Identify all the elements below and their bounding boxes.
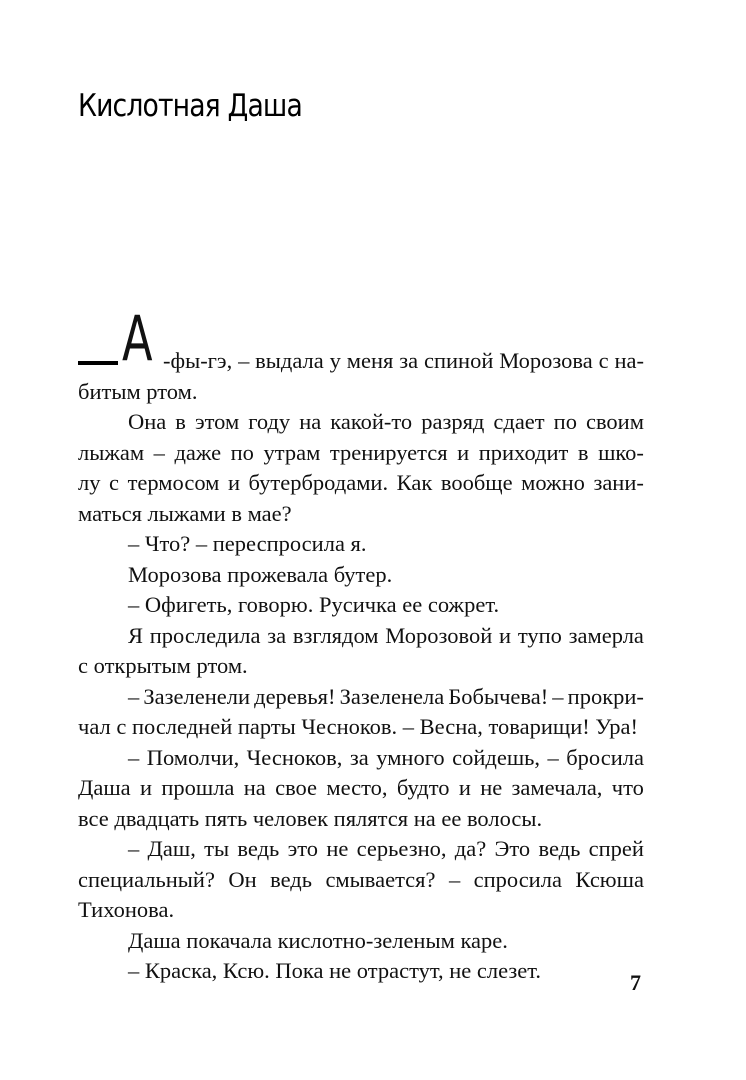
- word: спрей: [588, 836, 644, 861]
- word: –: [128, 683, 140, 709]
- word: будто: [396, 775, 450, 800]
- line-text: все двадцать пять человек пялятся на ее волосы.: [78, 805, 543, 831]
- word: ведь: [538, 836, 581, 861]
- line-text: Даша покачала кислотно-зеленым каре.: [128, 927, 508, 953]
- text-line: [78, 956, 644, 987]
- word: Помолчи,: [146, 744, 240, 770]
- word: деревья!: [254, 683, 336, 709]
- word: за: [349, 744, 369, 770]
- word: замерла: [568, 622, 644, 648]
- word: своим: [585, 409, 644, 434]
- line-text: с открытым ртом.: [78, 653, 248, 678]
- word: Морозовой: [385, 622, 493, 648]
- line-text: – Офигеть, говорю. Русичка ее сожрет.: [128, 592, 500, 617]
- word: это: [287, 836, 319, 861]
- drop-cap-letter: А: [122, 302, 153, 375]
- word: –: [238, 348, 250, 373]
- word: на: [299, 409, 322, 434]
- word: на: [243, 775, 266, 800]
- line-text: – Краска, Ксю. Пока не отрастут, не слезет.: [128, 958, 542, 983]
- word: по: [230, 439, 254, 465]
- word: тренируется: [329, 439, 448, 465]
- word: Ксюша: [575, 866, 644, 892]
- word: спросила: [473, 866, 562, 892]
- dropcap-dash: [78, 361, 118, 365]
- word: прошла: [161, 775, 235, 800]
- word: за: [399, 348, 419, 373]
- word: что: [611, 775, 644, 800]
- text-line: [78, 865, 644, 896]
- word: и: [457, 439, 470, 465]
- text-line: [78, 377, 644, 408]
- word: Даша: [78, 775, 131, 800]
- text-line: [78, 804, 644, 835]
- word: лыжам: [78, 439, 145, 465]
- word: и: [139, 775, 153, 800]
- word: ты: [204, 836, 230, 861]
- text-line: [78, 895, 644, 926]
- line-text: маться лыжами в мае?: [78, 500, 292, 526]
- word: не: [480, 775, 503, 800]
- text-line: [78, 743, 644, 774]
- word: Он: [228, 866, 257, 892]
- word: лу: [78, 470, 101, 495]
- word: Чесноков,: [246, 744, 343, 770]
- word: и: [499, 622, 512, 648]
- word: Даш,: [147, 836, 196, 861]
- line-text: чал с последней парты Чесноков. – Весна, товарищи! Ура!: [78, 714, 639, 739]
- word: году: [248, 409, 291, 434]
- word: вообще: [440, 470, 513, 495]
- word: –: [448, 866, 461, 892]
- line-text: Морозова прожевала бутер.: [128, 561, 393, 587]
- text-line: [78, 926, 644, 957]
- word: Это: [494, 836, 531, 861]
- word: и: [227, 470, 240, 495]
- word: на-: [614, 348, 644, 373]
- word: Как: [396, 470, 433, 495]
- word: -фы-гэ,: [163, 348, 233, 373]
- text-line: [78, 651, 644, 682]
- word: –: [128, 836, 140, 861]
- word: сдает: [493, 409, 545, 434]
- text-line: [78, 682, 644, 713]
- word: Морозова: [499, 348, 593, 373]
- dropcap-line: [78, 302, 644, 377]
- word: у: [329, 348, 341, 373]
- text-line: [78, 590, 644, 621]
- word: –: [128, 744, 140, 770]
- text-line: [78, 621, 644, 652]
- page-number: 7: [630, 970, 641, 995]
- word: с: [598, 348, 609, 373]
- word: умного: [376, 744, 445, 770]
- text-line: [78, 438, 644, 469]
- word: сойдешь,: [452, 744, 541, 770]
- word: тупо: [517, 622, 562, 648]
- word: не: [326, 836, 349, 861]
- word: меня: [346, 348, 394, 373]
- word: свое: [275, 775, 318, 800]
- word: с: [109, 470, 120, 495]
- word: –: [552, 683, 564, 709]
- word: какой-то: [330, 409, 413, 434]
- word: утрам: [263, 439, 321, 465]
- word: место,: [326, 775, 388, 800]
- word: даже: [174, 439, 222, 465]
- word: и: [458, 775, 471, 800]
- word: этом: [194, 409, 240, 434]
- text-line: [78, 560, 644, 591]
- word: –: [153, 439, 165, 465]
- word: термосом: [127, 470, 220, 495]
- word: Она: [128, 409, 167, 434]
- word: бросила: [566, 744, 644, 770]
- word: в: [175, 409, 186, 434]
- word: Зазеленела: [339, 683, 445, 709]
- text-line: [78, 773, 644, 804]
- word: по: [553, 409, 577, 434]
- word: зани-: [593, 470, 644, 495]
- word: выдала: [255, 348, 324, 373]
- text-line: [78, 468, 644, 499]
- word: приходит: [478, 439, 569, 465]
- word: в: [577, 439, 589, 465]
- body-text: [78, 300, 644, 987]
- word: Я: [128, 622, 144, 648]
- word: смывается?: [325, 866, 436, 892]
- line-text: – Что? – переспросила я.: [128, 531, 367, 556]
- word: специальный?: [78, 866, 215, 892]
- word: проследила: [149, 622, 261, 648]
- word: серьезно,: [356, 836, 447, 861]
- text-line: [78, 712, 644, 743]
- word: за: [267, 622, 287, 648]
- word: спиной: [423, 348, 494, 373]
- word: ведь: [237, 836, 280, 861]
- word: замечала,: [511, 775, 603, 800]
- word: –: [547, 744, 559, 770]
- word: взглядом: [292, 622, 379, 648]
- word: прокри-: [567, 683, 644, 709]
- chapter-title: Кислотная Даша: [78, 88, 302, 124]
- word: шко-: [598, 439, 644, 465]
- line-text: Тихонова.: [78, 897, 175, 922]
- word: Зазеленели: [143, 683, 251, 709]
- word: бутербродами.: [248, 470, 389, 495]
- word: разряд: [421, 409, 485, 434]
- text-line: [78, 499, 644, 530]
- word: можно: [521, 470, 585, 495]
- first-line-text: [163, 346, 644, 377]
- word: ведь: [270, 866, 313, 892]
- line-text: битым ртом.: [78, 378, 198, 404]
- word: да?: [454, 836, 487, 861]
- text-line: [78, 407, 644, 438]
- text-line: [78, 834, 644, 865]
- word: Бобычева!: [448, 683, 549, 709]
- text-line: [78, 529, 644, 560]
